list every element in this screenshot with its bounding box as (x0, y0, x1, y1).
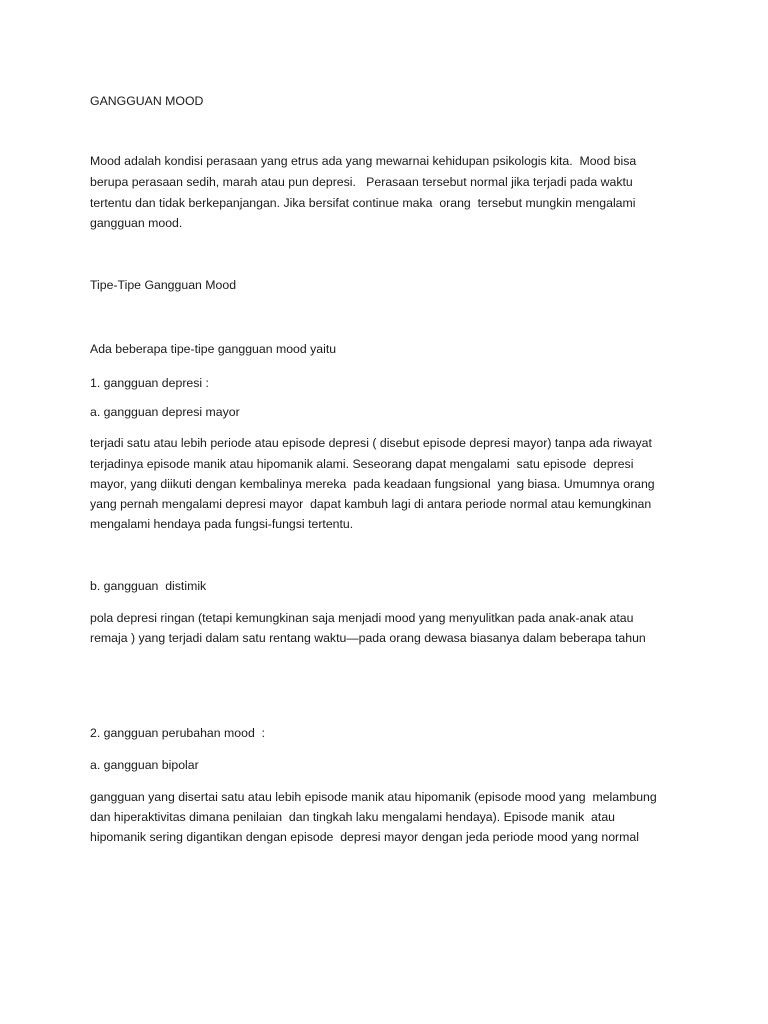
paragraph-2a-line-2: dan hiperaktivitas dimana penilaian dan tingkah laku mengalami hendaya). Episode manik atau (90, 810, 615, 824)
intro-line-3: tertentu dan tidak berkepanjangan. Jika bersifat continue maka orang tersebut mungkin mengalami (90, 196, 636, 210)
paragraph-1a-line-4: yang pernah mengalami depresi mayor dapat kambuh lagi di antara periode normal atau kemungkinan (90, 497, 652, 511)
paragraph-1b-line-2: remaja ) yang terjadi dalam satu rentang waktu—pada orang dewasa biasanya dalam beberapa tahun (90, 631, 646, 645)
list-item-1a: a. gangguan depresi mayor (90, 405, 240, 419)
list-item-1b: b. gangguan distimik (90, 579, 207, 593)
paragraph-1b-line-1: pola depresi ringan (tetapi kemungkinan saja menjadi mood yang menyulitkan pada anak-anak atau (90, 611, 634, 625)
list-item-2a: a. gangguan bipolar (90, 758, 199, 772)
paragraph-1a-line-1: terjadi satu atau lebih periode atau episode depresi ( disebut episode depresi mayor) tanpa ada riwayat (90, 436, 652, 450)
paragraph-1a-line-2: terjadinya episode manik atau hipomanik alami. Seseorang dapat mengalami satu episode depresi (90, 457, 634, 471)
paragraph-2a-line-3: hipomanik sering digantikan dengan episode depresi mayor dengan jeda periode mood yang normal (90, 830, 639, 844)
paragraph-2a-line-1: gangguan yang disertai satu atau lebih episode manik atau hipomanik (episode mood yang melambung (90, 790, 657, 804)
intro-line-2: berupa perasaan sedih, marah atau pun depresi. Perasaan tersebut normal jika terjadi pada waktu (90, 175, 633, 189)
list-item-2: 2. gangguan perubahan mood : (90, 726, 266, 740)
lead-sentence: Ada beberapa tipe-tipe gangguan mood yaitu (90, 342, 337, 356)
intro-line-1: Mood adalah kondisi perasaan yang etrus ada yang mewarnai kehidupan psikologis kita. Mood bisa (90, 154, 637, 168)
intro-line-4: gangguan mood. (90, 216, 183, 230)
section-heading: Tipe-Tipe Gangguan Mood (90, 278, 237, 292)
document-title: GANGGUAN MOOD (90, 94, 204, 108)
list-item-1: 1. gangguan depresi : (90, 376, 209, 390)
paragraph-1a-line-3: mayor, yang diikuti dengan kembalinya mereka pada keadaan fungsional yang biasa. Umumnya orang (90, 477, 655, 491)
paragraph-1a-line-5: mengalami hendaya pada fungsi-fungsi tertentu. (90, 517, 354, 531)
